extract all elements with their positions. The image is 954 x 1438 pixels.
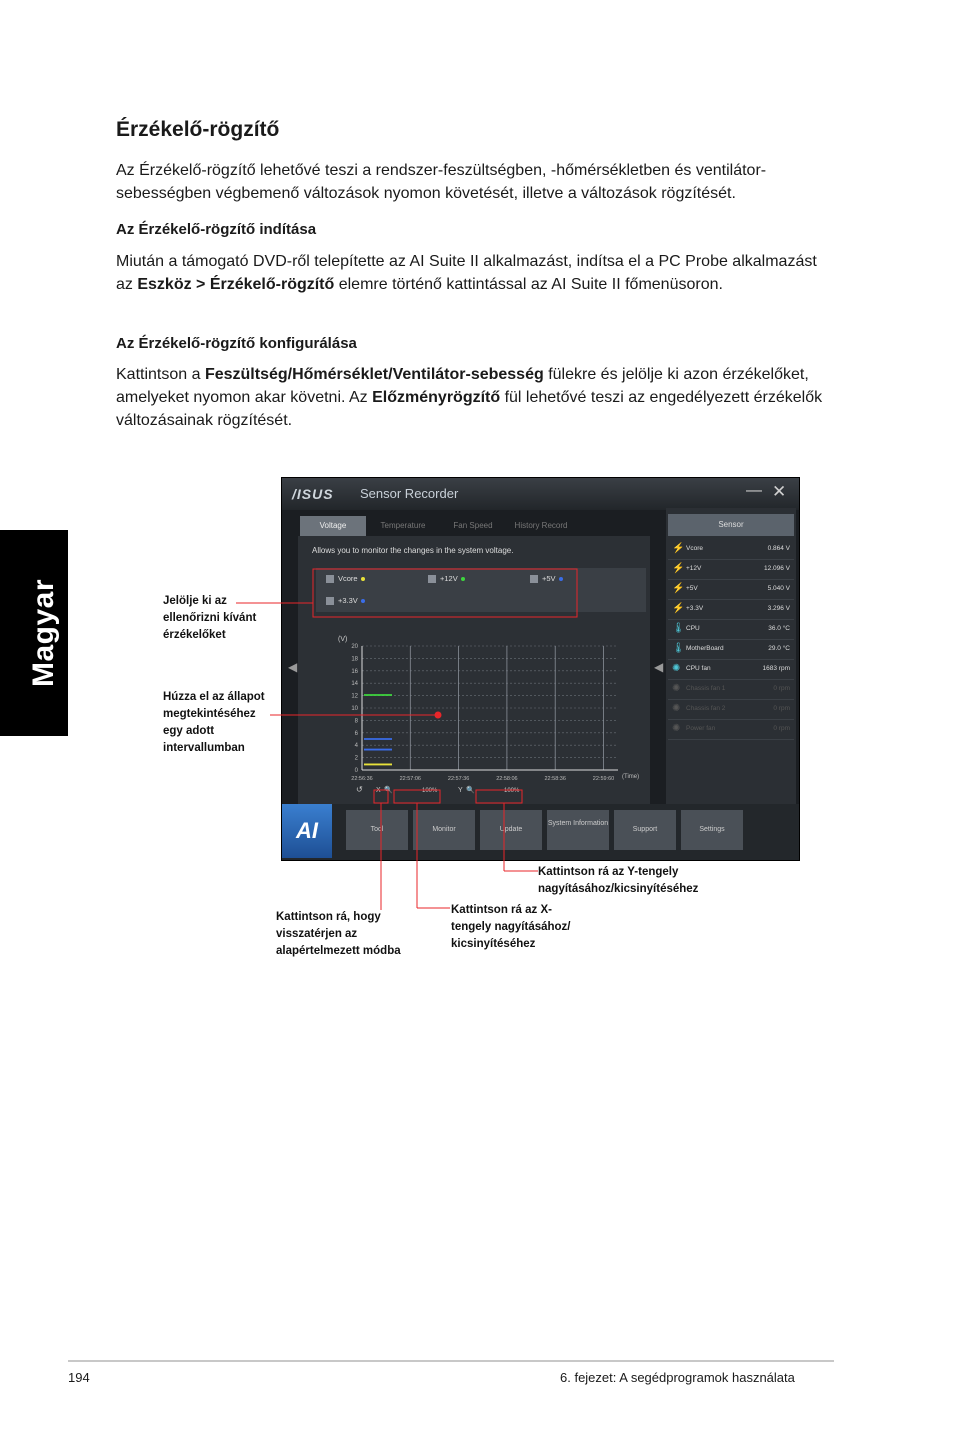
sensor-row: 🌡 MotherBoard 29.0 °C (668, 640, 794, 660)
tab-temperature[interactable]: Temperature (380, 521, 426, 530)
checkbox-5v[interactable]: +5V (530, 574, 563, 583)
y-tick-label: 16 (351, 668, 358, 675)
sensor-row: ✺ CPU fan 1683 rpm (668, 660, 794, 680)
sensor-select-box (313, 569, 577, 617)
sensor-header: Sensor (668, 514, 794, 536)
tab-fan-speed[interactable]: Fan Speed (453, 521, 493, 530)
thermometer-icon: 🌡 (672, 623, 685, 634)
panel-description: Allows you to monitor the changes in the system voltage. (312, 546, 514, 555)
x-zoom-value: 100% (422, 788, 438, 794)
minimize-icon[interactable]: — (746, 482, 762, 499)
sensor-row: ⚡ +12V 12.096 V (668, 560, 794, 580)
menu-update[interactable]: Update (480, 810, 542, 850)
x-tick-label: 22:56:36 (351, 776, 373, 782)
fan-icon: ✺ (672, 663, 681, 674)
y-tick-label: 10 (351, 706, 358, 712)
y-tick-label: 14 (351, 681, 358, 688)
bolt-icon: ⚡ (672, 543, 685, 554)
callout-y-zoom: Kattintson rá az Y-tengely nagyításához/kicsinyítéséhez (538, 866, 699, 895)
asus-logo: /ISUS (292, 486, 334, 502)
sensor-row: ⚡ Vcore 0.864 V (668, 540, 794, 560)
menu-monitor[interactable]: Monitor (413, 810, 475, 850)
y-tick-label: 2 (354, 755, 358, 762)
x-tick-label: 22:58:36 (544, 776, 566, 782)
sensor-row: ✺ Power fan 0 rpm (668, 720, 794, 740)
reset-icon: ↺ (356, 785, 363, 794)
y-tick-label: 0 (354, 768, 358, 774)
y-tick-label: 12 (351, 693, 358, 700)
checkbox-3-3v[interactable]: +3.3V (326, 596, 365, 605)
y-tick-label: 6 (354, 730, 358, 737)
bolt-icon: ⚡ (672, 603, 685, 614)
section2-paragraph: Kattintson a Feszültség/Hőmérséklet/Ventilátor-sebesség fülekre és jelölje ki azon érzékelőket, amelyeket nyomon akar követni. Az Előzményrögzítő fül lehetővé teszi az engedélyezett érzékelők változásainak rögzítését. (116, 366, 823, 429)
y-zoom-label: Y (458, 787, 463, 794)
tab-voltage[interactable]: Voltage (300, 516, 366, 536)
section1-heading: Az Érzékelő-rögzítő indítása (116, 221, 317, 238)
window-title: Sensor Recorder (360, 486, 459, 501)
sensor-row: ✺ Chassis fan 2 0 rpm (668, 700, 794, 720)
sensor-row: ⚡ +3.3V 3.296 V (668, 600, 794, 620)
fan-icon: ✺ (672, 683, 681, 694)
x-zoom-in-icon: 🔍 (384, 786, 393, 794)
callout-drag: Húzza el az állapot megtekintéséhez egy adott intervallumban (163, 691, 265, 754)
y-zoom-in-icon: 🔍 (466, 786, 475, 794)
section1-paragraph: Miután a támogató DVD-ről telepítette az AI Suite II alkalmazást, indítsa el a PC Probe alkalmazást az Eszköz > Érzékelő-rögzítő elemre történő kattintással az AI Suite II főmenüsoron. (116, 253, 817, 293)
bolt-icon: ⚡ (672, 583, 685, 594)
side-tab-label: Magyar (27, 578, 60, 688)
drag-point (435, 712, 441, 718)
y-zoom-value: 100% (504, 788, 520, 794)
checkbox-vcore[interactable]: Vcore (326, 574, 365, 583)
y-zoom-box (476, 790, 522, 803)
chapter-title: 6. fejezet: A segédprogramok használata (560, 1370, 795, 1385)
x-zoom-label: X (376, 787, 381, 794)
footer-rule (68, 1360, 834, 1362)
x-tick-label: 22:57:06 (399, 776, 422, 782)
checkbox-12v[interactable]: +12V (428, 574, 465, 583)
sensor-row: ⚡ +5V 5.040 V (668, 580, 794, 600)
sensor-row: 🌡 CPU 36.0 °C (668, 620, 794, 640)
sensor-row: ✺ Chassis fan 1 0 rpm (668, 680, 794, 700)
x-zoom-box (394, 790, 440, 803)
y-tick-label: 8 (354, 718, 358, 725)
menu-tool[interactable]: Tool (346, 810, 408, 850)
y-axis-label: (V) (338, 636, 348, 643)
tab-history-record[interactable]: History Record (514, 521, 568, 530)
y-tick-label: 18 (351, 656, 358, 663)
x-tick-label: 22:57:36 (447, 776, 470, 782)
left-arrow-icon[interactable]: ◀ (288, 660, 298, 674)
y-tick-label: 20 (351, 644, 358, 650)
page-title: Érzékelő-rögzítő (116, 118, 280, 141)
x-axis-label: (Time) (622, 774, 640, 780)
reset-box (374, 790, 388, 803)
fan-icon: ✺ (672, 723, 681, 734)
intro-paragraph: Az Érzékelő-rögzítő lehetővé teszi a rendszer-feszültségben, -hőmérsékletben és ventilátor-sebességben végbemenő változások nyomon követését, illetve a változások rögzítését. (116, 162, 767, 202)
callout-reset: Kattintson rá, hogy visszatérjen az alapértelmezett módba (276, 911, 401, 957)
bolt-icon: ⚡ (672, 563, 685, 574)
section2-heading: Az Érzékelő-rögzítő konfigurálása (116, 335, 357, 352)
ai-suite-logo[interactable]: AI (282, 804, 332, 858)
menu-support[interactable]: Support (614, 810, 676, 850)
x-tick-label: 22:59:60 (592, 776, 615, 782)
callout-x-zoom: Kattintson rá az X-tengely nagyításához/ kicsinyítéséhez (451, 904, 571, 950)
page-number: 194 (68, 1370, 90, 1385)
callout-select-sensors: Jelölje ki az ellenőrizni kívánt érzékelőket (163, 595, 257, 641)
x-tick-label: 22:58:06 (496, 776, 518, 782)
right-arrow-icon[interactable]: ◀ (654, 660, 664, 674)
close-icon[interactable]: ✕ (772, 482, 787, 501)
thermometer-icon: 🌡 (672, 643, 685, 654)
fan-icon: ✺ (672, 703, 681, 714)
menu-settings[interactable]: Settings (681, 810, 743, 850)
menu-system-information[interactable]: System Information (547, 810, 609, 850)
y-tick-label: 4 (354, 743, 358, 750)
